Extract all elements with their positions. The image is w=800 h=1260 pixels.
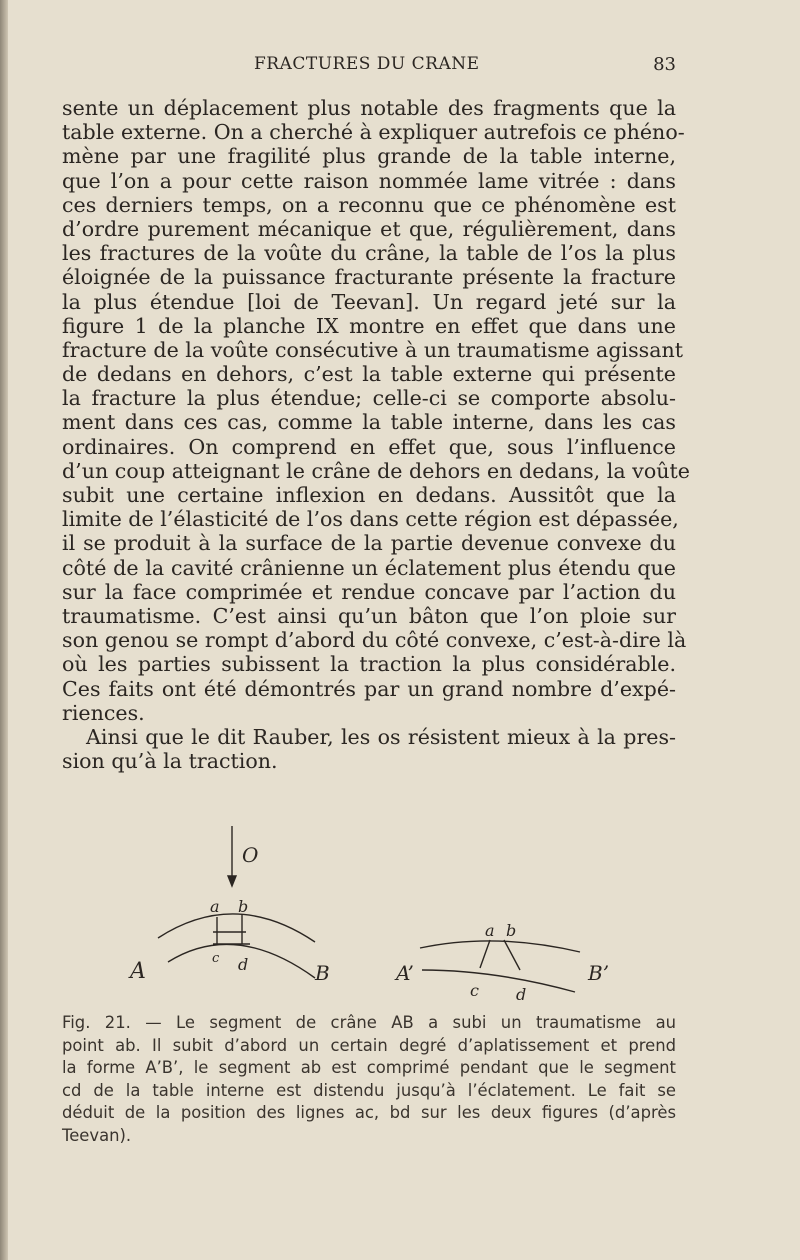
text-line: côté de la cavité crânienne un éclatement plus étendu que (62, 555, 676, 580)
text-line: les fractures de la voûte du crâne, la table de l’os la plus (62, 241, 676, 266)
label-c-right: c (470, 981, 479, 1000)
text-line: fracture de la voûte consécutive à un traumatisme agissant (62, 337, 684, 362)
text-line: d’un coup atteignant le crâne de dehors en dedans, la voûte (62, 458, 690, 483)
label-a-left: a (210, 897, 220, 916)
caption-line: la forme A’B’, le segment ab est comprimé pendant que le segment (62, 1058, 676, 1077)
outer-arc-left (158, 914, 315, 942)
line-ac-right (480, 940, 490, 968)
outer-line-right (420, 941, 580, 952)
line-bd-right (504, 940, 520, 970)
text-line: éloignée de la puissance fracturante présente la fracture (62, 265, 676, 290)
caption-line: Teevan). (62, 1125, 132, 1145)
text-line: son genou se rompt d’abord du côté convexe, c’est-à-dire là (62, 628, 687, 653)
text-line: Ainsi que le dit Rauber, les os résistent mieux à la pres- (86, 724, 676, 749)
force-arrowhead (228, 876, 236, 886)
inner-line-right (422, 970, 575, 992)
text-line: mène par une fragilité plus grande de la table interne, (62, 144, 676, 169)
caption-line: déduit de la position des lignes ac, bd sur les deux figures (d’après (62, 1103, 676, 1122)
label-a-right: a (485, 921, 495, 940)
text-line: où les parties subissent la traction la plus considérable. (62, 652, 676, 677)
label-A-left: A (130, 959, 146, 984)
text-line: limite de l’élasticité de l’os dans cette région est dépassée, (62, 507, 679, 532)
page-number: 83 (653, 54, 676, 75)
label-b-left: b (238, 897, 249, 916)
text-line: ment dans ces cas, comme la table interne, dans les cas (62, 410, 676, 435)
running-title: FRACTURES DU CRANE (254, 54, 480, 74)
caption-line: Fig. 21. — Le segment de crâne AB a subi un traumatisme au (62, 1013, 676, 1032)
text-line: figure 1 de la planche IX montre en effet que dans une (62, 313, 676, 338)
text-line: traumatisme. C’est ainsi qu’un bâton que l’on ploie sur (62, 603, 676, 628)
figure-21-diagram (110, 820, 630, 1010)
label-d-right: d (516, 985, 527, 1004)
text-line: ces derniers temps, on a reconnu que ce phénomène est (62, 192, 676, 217)
text-line: subit une certaine inflexion en dedans. Aussitôt que la (62, 483, 676, 507)
text-line: la fracture la plus étendue; celle-ci se comporte absolu- (62, 386, 676, 411)
body-text (62, 96, 690, 774)
force-label: O (242, 843, 259, 867)
figure-caption (62, 1012, 676, 1147)
text-line: ordinaires. On comprend en effet que, sous l’influence (62, 434, 676, 459)
caption-line: cd de la table interne est distendu jusqu’à l’éclatement. Le fait se (62, 1080, 676, 1100)
text-line: table externe. On a cherché à expliquer autrefois ce phéno- (62, 120, 685, 145)
text-line: sente un déplacement plus notable des fragments que la (62, 96, 676, 120)
text-line: riences. (62, 700, 145, 725)
text-line: il se produit à la surface de la partie devenue convexe du (62, 531, 676, 556)
label-B-left: B (315, 961, 330, 985)
text-line: sur la face comprimée et rendue concave par l’action du (62, 579, 676, 604)
page-header (62, 54, 676, 80)
label-B-right: B’ (588, 961, 610, 985)
text-line: de dedans en dehors, c’est la table externe qui présente (62, 362, 676, 387)
label-A-right: A’ (396, 961, 414, 985)
label-c-left: c (212, 951, 220, 966)
text-line: Ces faits ont été démontrés par un grand nombre d’expé- (62, 676, 676, 701)
page-edge (0, 0, 8, 1260)
text-line: que l’on a pour cette raison nommée lame vitrée : dans (62, 168, 676, 193)
text-line: d’ordre purement mécanique et que, régulièrement, dans (62, 216, 676, 241)
text-line: sion qu’à la traction. (62, 749, 278, 774)
text-line: la plus étendue [loi de Teevan]. Un regard jeté sur la (62, 289, 676, 314)
label-b-right: b (506, 921, 517, 940)
label-d-left: d (238, 955, 249, 974)
caption-line: point ab. Il subit d’abord un certain degré d’aplatissement et prend (62, 1035, 676, 1055)
